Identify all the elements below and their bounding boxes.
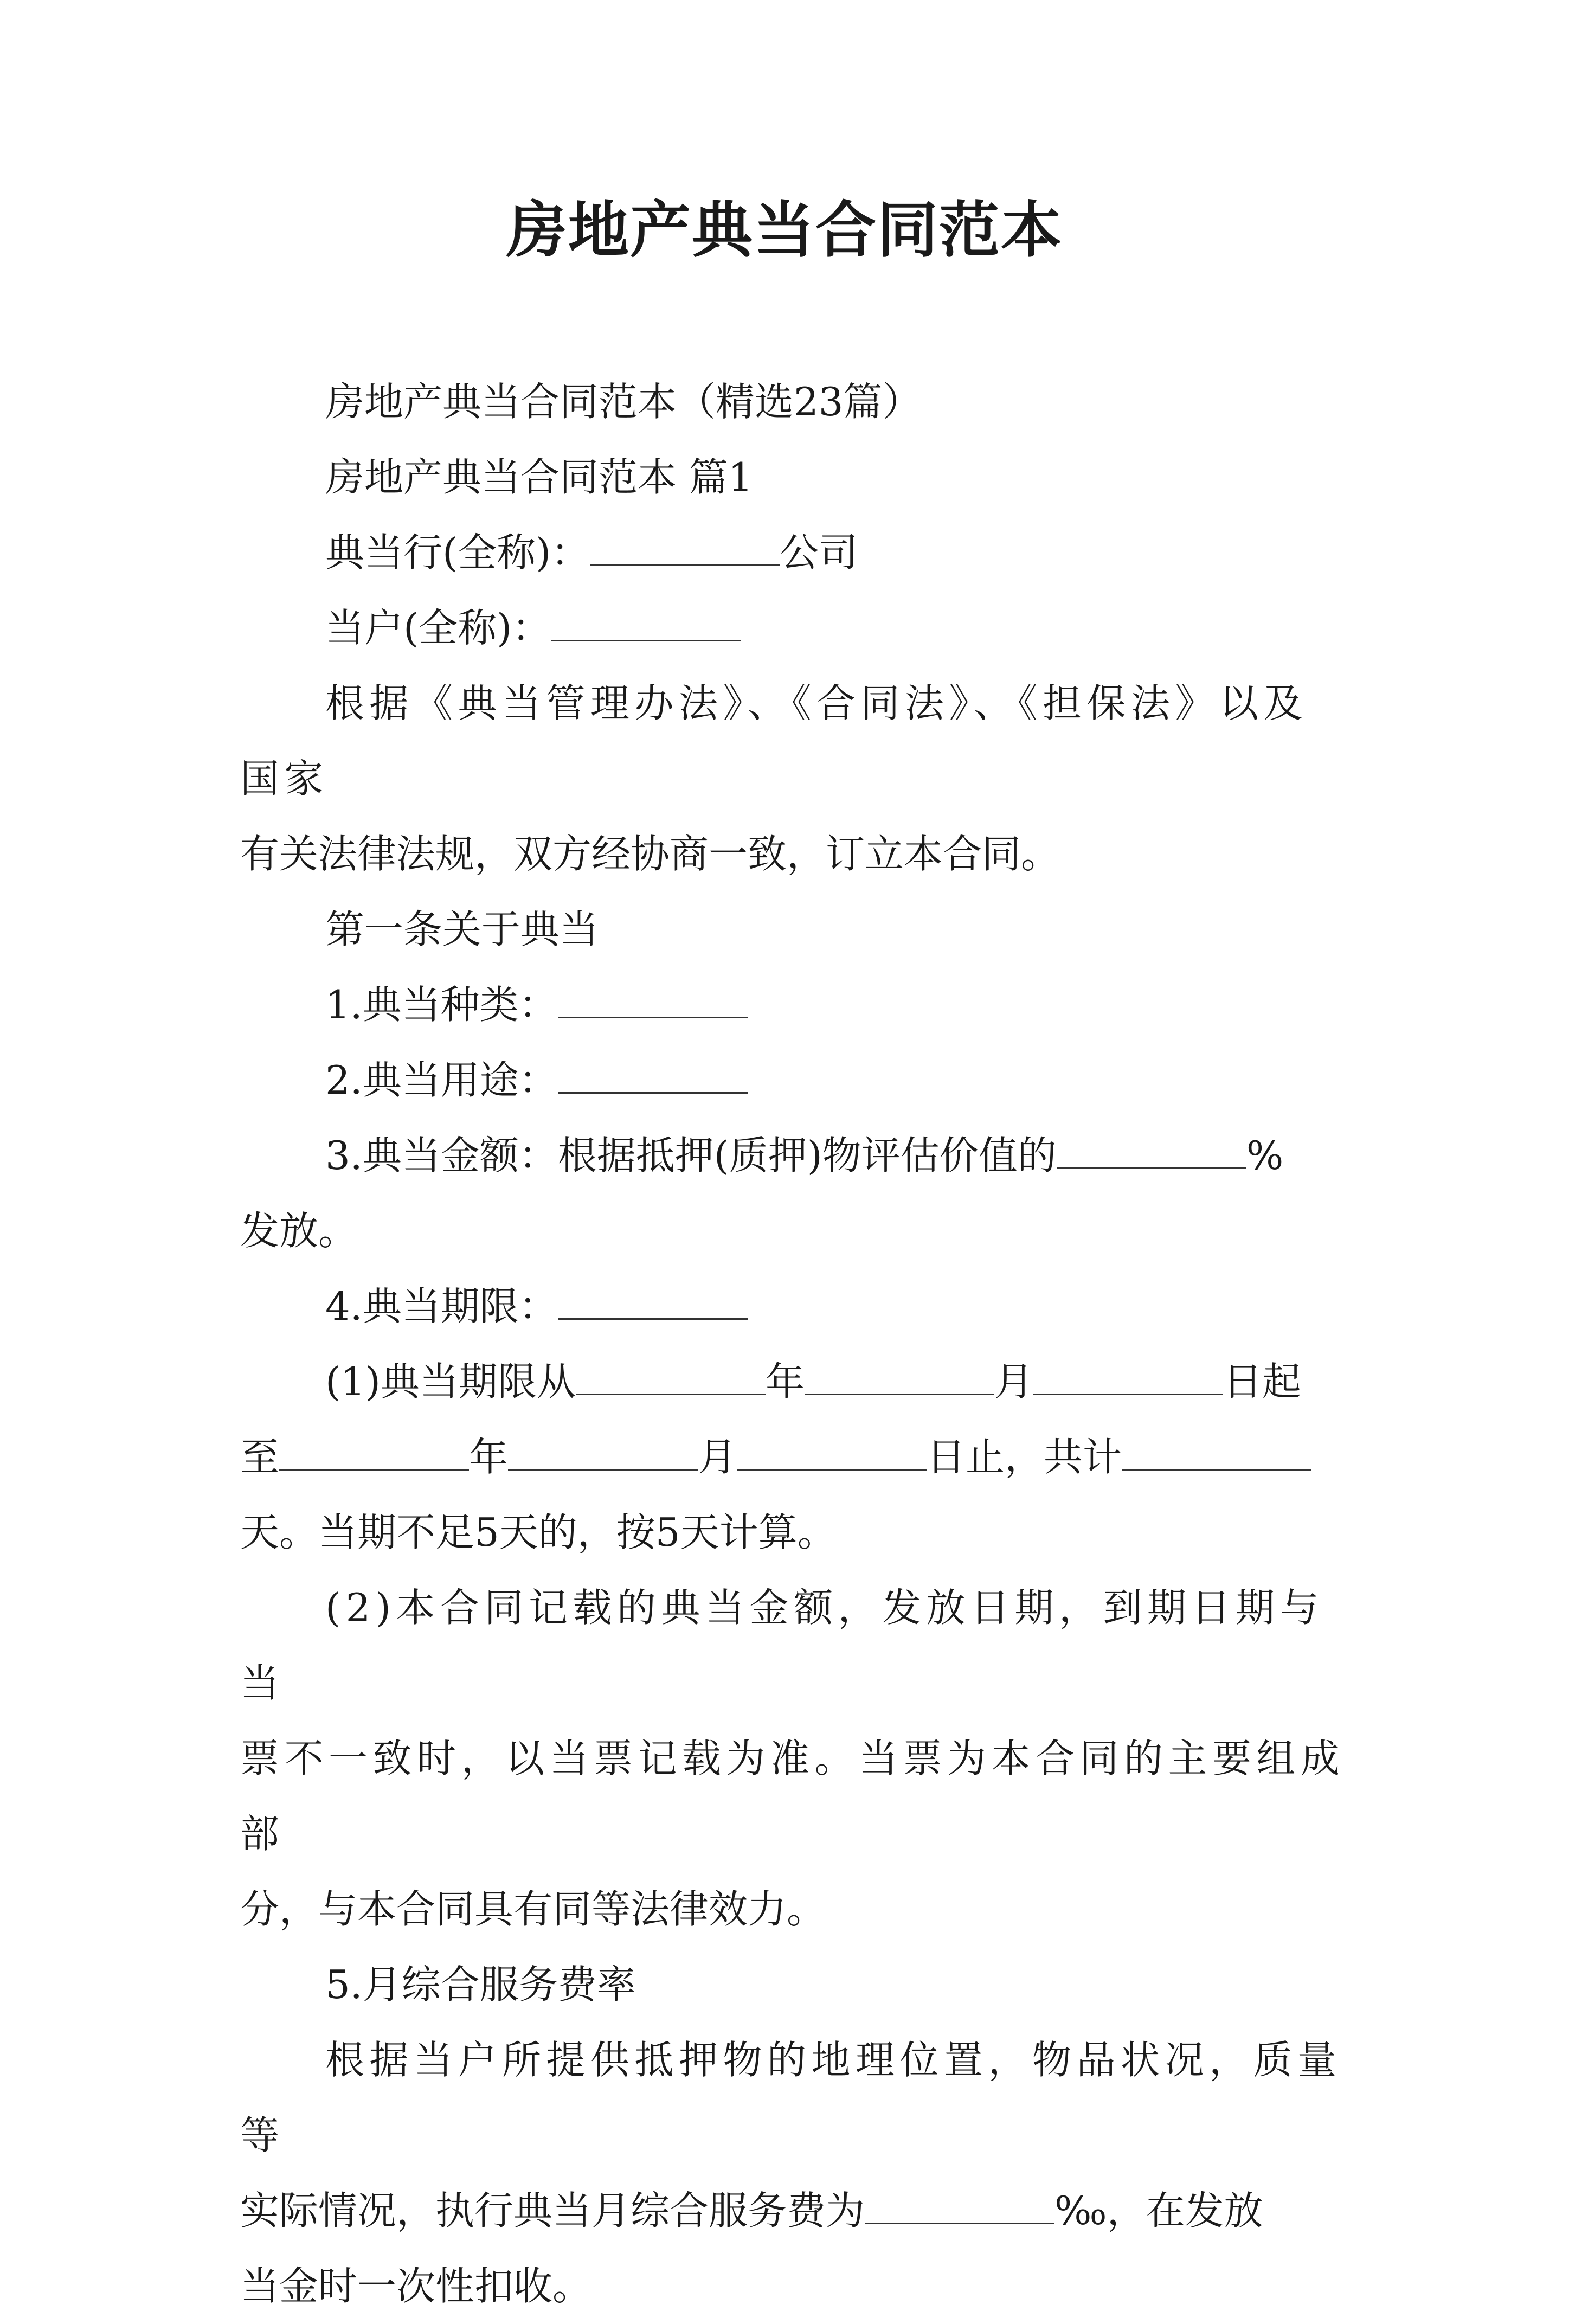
preamble-line-1: 根据《典当管理办法》、《合同法》、《担保法》以及国家	[240, 680, 1308, 801]
pawner-label: 当户(全称)：	[325, 605, 551, 651]
term-day-from: 日起	[1223, 1359, 1302, 1404]
clause-2-line-2: 票不一致时，以当票记载为准。当票为本合同的主要组成部	[240, 1736, 1345, 1857]
term-year-1: 年	[766, 1359, 805, 1404]
term-month-2: 月	[698, 1434, 737, 1480]
term-to: 至	[240, 1434, 280, 1480]
clause-2-paragraph	[240, 1570, 1346, 1947]
term-line-2	[240, 1420, 1346, 1495]
item-type-label: 1.典当种类：	[325, 982, 558, 1028]
term-day-to: 日止，共计	[927, 1434, 1122, 1480]
fee-line-2	[240, 2173, 1346, 2249]
term-blank-1	[576, 1360, 766, 1395]
item-amount-blank	[1057, 1134, 1246, 1169]
fee-line-2a: 实际情况，执行典当月综合服务费为	[240, 2188, 865, 2233]
fee-paragraph	[240, 2023, 1346, 2324]
term-blank-4	[279, 1435, 469, 1471]
section-heading: 房地产典当合同范本 篇1	[325, 454, 753, 500]
item-purpose-label: 2.典当用途：	[325, 1057, 558, 1103]
document-body	[240, 364, 1346, 2324]
item-term-label: 4.典当期限：	[325, 1283, 558, 1329]
term-start: (1)典当期限从	[325, 1359, 576, 1404]
item-amount-cont: 发放。	[240, 1208, 358, 1254]
item-type	[240, 967, 1346, 1043]
pawnshop-line	[240, 515, 1346, 590]
fee-line-2b: ‰，在发放	[1054, 2188, 1263, 2233]
item-type-blank	[558, 983, 748, 1018]
term-blank-7	[1122, 1435, 1311, 1471]
pawnshop-suffix: 公司	[780, 530, 858, 575]
term-year-2: 年	[469, 1434, 509, 1480]
clause-2-line-1: (2)本合同记载的典当金额，发放日期，到期日期与当	[240, 1585, 1324, 1706]
article-heading: 第一条关于典当	[325, 907, 599, 952]
item-fee-rate: 5.月综合服务费率	[325, 1962, 636, 2007]
item-term	[240, 1269, 1346, 1344]
document-title: 房地产典当合同范本	[506, 195, 1063, 266]
term-tail: 天。当期不足5天的，按5天计算。	[240, 1510, 837, 1555]
item-purpose	[240, 1043, 1346, 1118]
term-paragraph	[240, 1344, 1346, 1570]
item-amount-label: 3.典当金额：根据抵押(质押)物评估价值的	[325, 1133, 1057, 1178]
clause-2-line-3: 分，与本合同具有同等法律效力。	[240, 1886, 826, 1932]
preamble-paragraph	[240, 666, 1346, 892]
term-blank-2	[805, 1360, 994, 1395]
term-blank-5	[508, 1435, 698, 1471]
item-purpose-blank	[558, 1058, 748, 1094]
fee-line-1: 根据当户所提供抵押物的地理位置，物品状况，质量等	[240, 2037, 1342, 2158]
term-month-1: 月	[994, 1359, 1034, 1404]
term-blank-3	[1033, 1360, 1223, 1395]
fee-blank	[865, 2189, 1054, 2224]
fee-line-3: 当金时一次性扣收。	[240, 2263, 592, 2309]
preamble-line-2: 有关法律法规，双方经协商一致，订立本合同。	[240, 831, 1060, 877]
pawner-blank	[551, 606, 741, 641]
subtitle: 房地产典当合同范本（精选23篇）	[325, 379, 922, 425]
pawnshop-blank	[590, 531, 780, 566]
pawner-line	[240, 590, 1346, 666]
pawnshop-label: 典当行(全称)：	[325, 530, 590, 575]
item-amount	[240, 1118, 1346, 1269]
term-blank-6	[737, 1435, 927, 1471]
item-term-blank	[558, 1285, 748, 1320]
item-amount-unit: %	[1246, 1133, 1284, 1178]
